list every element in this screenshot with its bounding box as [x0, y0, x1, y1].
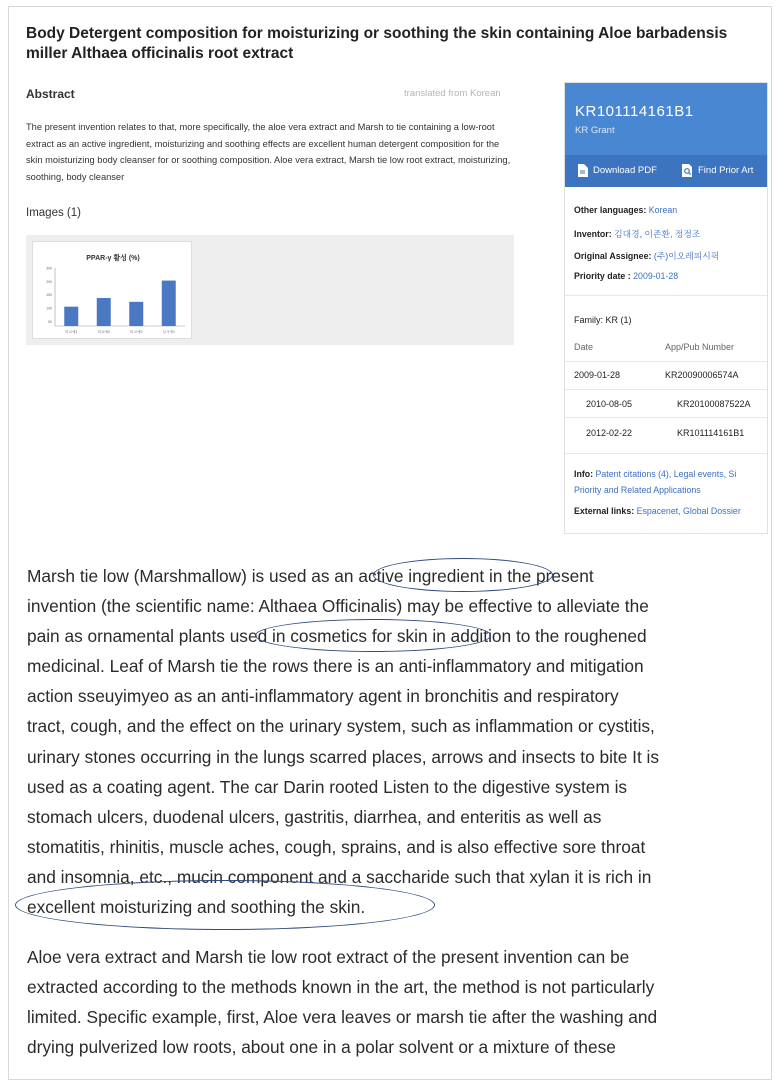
family-row-number: KR101114161B1 [677, 428, 745, 438]
description-line: drying pulverized low roots, about one in a polar solvent or a mixture of these [27, 1037, 616, 1058]
description-paragraph-2 [27, 942, 757, 1062]
divider [565, 295, 767, 296]
external-links[interactable]: Espacenet, Global Dossier [636, 506, 741, 516]
bar-chart [33, 242, 191, 338]
abstract-text: The present invention relates to that, more specifically, the aloe vera extract and Marsh to tie containing a low-root extract as an active ingredient, moisturizing and soothing effects are excellent human detergent composition for the skin moisturizing body cleanser for or soothing composition. Aloe vera extract, Marsh tie low root extract, moisturizing, soothing, body cleanser [26, 122, 511, 182]
abstract-heading: Abstract [26, 87, 75, 101]
description-line: invention (the scientific name: Althaea Officinalis) may be effective to alleviate the [27, 596, 649, 617]
divider [565, 361, 767, 362]
description-line: stomach ulcers, duodenal ulcers, gastritis, diarrhea, and enteritis as well as [27, 806, 602, 827]
description-line: used as a coating agent. The car Darin rooted Listen to the digestive system is [27, 776, 628, 797]
family-row-date: 2012-02-22 [586, 428, 633, 438]
description-line: excellent moisturizing and soothing the skin. [27, 897, 366, 918]
description-line: tract, cough, and the effect on the urinary system, such as inflammation or cystitis, [27, 716, 655, 737]
description-line: limited. Specific example, first, Aloe vera leaves or marsh tie after the washing and [27, 1007, 658, 1028]
panel-header [565, 83, 767, 155]
inventor-label: Inventor: [574, 229, 612, 239]
family-col-date: Date [574, 342, 594, 352]
external-links-row [574, 503, 769, 519]
find-prior-art-button[interactable] [681, 164, 753, 177]
divider [565, 389, 767, 390]
chart-thumbnail[interactable] [32, 241, 192, 339]
family-col-number: App/Pub Number [665, 342, 735, 352]
divider [565, 453, 767, 454]
patent-info-panel [564, 82, 768, 534]
y-tick-label: 50 [48, 319, 52, 324]
family-row-number: KR20090006574A [665, 370, 739, 380]
search-document-icon [681, 164, 693, 177]
assignee-link[interactable]: (주)이오레피시픽 [653, 251, 720, 261]
x-tick-label: 실시예1 [162, 330, 175, 334]
divider [565, 417, 767, 418]
translation-note: translated from Korean [404, 88, 501, 99]
assignee-label: Original Assignee: [574, 251, 652, 261]
info-links[interactable]: Patent citations (4), Legal events, Si [595, 469, 737, 479]
panel-action-bar [565, 155, 767, 187]
inventor-row [574, 227, 700, 240]
description-line: extracted according to the methods known in the art, the method is not particularly [27, 977, 655, 998]
assignee-row [574, 249, 719, 262]
description-line: Aloe vera extract and Marsh tie low root extract of the present invention can be [27, 947, 630, 967]
info-label: Info: [574, 469, 594, 479]
family-row-date: 2010-08-05 [586, 399, 633, 409]
description-line: urinary stones occurring in the lungs scarred places, arrows and insects to bite It is [27, 746, 660, 767]
publication-number: KR101114161B1 [575, 103, 694, 120]
bar [129, 302, 143, 326]
description-line: and insomnia, etc., mucin component and a saccharide such that xylan it is rich in [27, 866, 652, 887]
y-tick-label: 300 [46, 266, 52, 271]
family-row-number-link[interactable]: KR20100087522A [677, 399, 751, 409]
priority-related-link[interactable]: Priority and Related Applications [574, 485, 701, 495]
patent-title: Body Detergent composition for moisturizing or soothing the skin containing Aloe barbadensis miller Althaea officinalis root extract [26, 25, 728, 62]
priority-label: Priority date : [574, 271, 631, 281]
download-pdf-label: Download PDF [593, 165, 657, 176]
x-tick-label: 비교예1 [65, 330, 78, 334]
description-paragraph-1 [27, 561, 757, 922]
description-line: action sseuyimyeo as an anti-inflammatory agent in bronchitis and respiratory [27, 686, 619, 707]
y-tick-label: 200 [46, 279, 52, 284]
bar [64, 307, 78, 326]
info-row [574, 466, 769, 498]
other-languages-label: Other languages: [574, 205, 647, 215]
other-languages-link[interactable]: Korean [648, 205, 678, 215]
priority-row [574, 271, 678, 281]
priority-link[interactable]: 2009-01-28 [633, 271, 679, 281]
y-tick-label: 100 [46, 306, 52, 311]
family-row-date: 2009-01-28 [574, 370, 621, 380]
images-strip [26, 235, 514, 345]
find-prior-art-label: Find Prior Art [698, 165, 754, 176]
description-line: pain as ornamental plants used in cosmetics for skin in addition to the roughened [27, 626, 647, 647]
description-line: stomatitis, rhinitis, muscle aches, cough, sprains, and is also effective sore throat [27, 836, 646, 857]
images-heading: Images (1) [26, 207, 81, 219]
publication-kind: KR Grant [575, 125, 615, 136]
description-line: Marsh tie low (Marshmallow) is used as an active ingredient in the present [27, 566, 594, 586]
description-line: medicinal. Leaf of Marsh tie the rows there is an anti-inflammatory and mitigation [27, 656, 644, 677]
x-tick-label: 비교예2 [97, 330, 110, 334]
other-languages-row [574, 205, 677, 215]
document-icon [577, 164, 588, 177]
bar [162, 281, 176, 326]
download-pdf-button[interactable] [577, 164, 657, 177]
inventor-link[interactable]: 김대경, 이존환, 정정조 [614, 229, 701, 239]
y-tick-label: 150 [46, 293, 52, 298]
external-links-label: External links: [574, 506, 635, 516]
family-heading: Family: KR (1) [574, 315, 632, 325]
x-tick-label: 비교예3 [130, 330, 143, 334]
chart-title: PPAR-γ 활성 (%) [86, 255, 140, 262]
bar [97, 298, 111, 326]
